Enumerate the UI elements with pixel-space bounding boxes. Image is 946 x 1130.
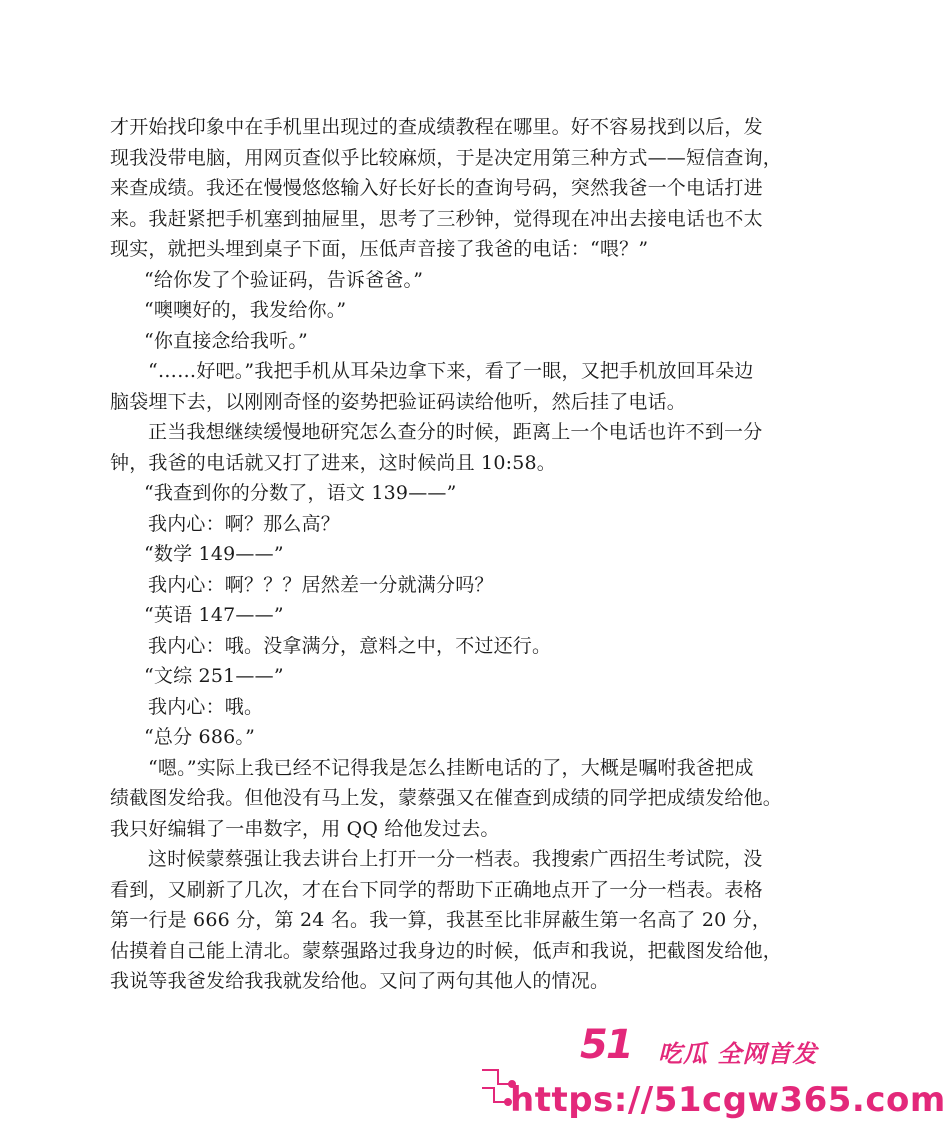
text-line: 绩截图发给我。但他没有马上发，蒙蔡强又在催查到成绩的同学把成绩发给他。 bbox=[110, 787, 783, 809]
text-line: 我只好编辑了一串数字，用 QQ 给他发过去。 bbox=[110, 817, 500, 840]
document-body bbox=[110, 112, 783, 997]
text-line: 看到，又刷新了几次，才在台下同学的帮助下正确地点开了一分一档表。表格 bbox=[110, 878, 763, 901]
text-line: “给你发了个验证码，告诉爸爸。” bbox=[144, 268, 424, 291]
text-line: 这时候蒙蔡强让我去讲台上打开一分一档表。我搜索广西招生考试院，没 bbox=[148, 848, 763, 870]
text-line: 我内心：啊？那么高？ bbox=[148, 512, 341, 535]
text-line: “我查到你的分数了，语文 139——” bbox=[144, 482, 457, 504]
text-line: 钟，我爸的电话就又打了进来，这时候尚且 10:58。 bbox=[110, 451, 556, 474]
text-line: 我内心：啊？？？居然差一分就满分吗？ bbox=[148, 573, 494, 596]
text-line: 现我没带电脑，用网页查似乎比较麻烦，于是决定用第三种方式——短信查询， bbox=[110, 146, 783, 169]
text-line: 脑袋埋下去，以刚刚奇怪的姿势把验证码读给他听，然后挂了电话。 bbox=[110, 390, 687, 413]
site-watermark bbox=[480, 1022, 946, 1130]
text-line: 我内心：哦。没拿满分，意料之中，不过还行。 bbox=[148, 634, 552, 657]
watermark-tagline: 吃瓜 全网首发 bbox=[658, 1040, 818, 1068]
watermark-logo: 51 bbox=[580, 1022, 632, 1068]
watermark-url[interactable]: https://51cgw365.com bbox=[510, 1080, 946, 1120]
text-line: 估摸着自己能上清北。蒙蔡强路过我身边的时候，低声和我说，把截图发给他， bbox=[110, 939, 783, 962]
text-line: 才开始找印象中在手机里出现过的查成绩教程在哪里。好不容易找到以后，发 bbox=[110, 116, 763, 138]
text-line: “英语 147——” bbox=[144, 604, 284, 626]
text-line: 现实，就把头埋到桌子下面，压低声音接了我爸的电话：“喂？” bbox=[110, 238, 649, 260]
text-line: “总分 686。” bbox=[144, 726, 256, 748]
text-line: “数学 149——” bbox=[144, 543, 284, 565]
text-line: “嗯。”实际上我已经不记得我是怎么挂断电话的了，大概是嘱咐我爸把成 bbox=[148, 756, 754, 779]
text-line: 第一行是 666 分，第 24 名。我一算，我甚至比非屏蔽生第一名高了 20 分， bbox=[110, 909, 772, 931]
text-line: 来查成绩。我还在慢慢悠悠输入好长好长的查询号码，突然我爸一个电话打进 bbox=[110, 177, 763, 199]
text-line: “噢噢好的，我发给你。” bbox=[144, 299, 347, 321]
text-line: “文综 251——” bbox=[144, 665, 284, 687]
text-line: “你直接念给我听。” bbox=[144, 329, 308, 352]
text-line: 我内心：哦。 bbox=[148, 695, 264, 718]
text-line: 来。我赶紧把手机塞到抽屉里，思考了三秒钟，觉得现在冲出去接电话也不太 bbox=[110, 207, 763, 230]
text-line: 我说等我爸发给我我就发给他。又问了两句其他人的情况。 bbox=[110, 970, 610, 992]
text-line: 正当我想继续缓慢地研究怎么查分的时候，距离上一个电话也许不到一分 bbox=[148, 421, 763, 443]
text-line: “……好吧。”我把手机从耳朵边拿下来，看了一眼，又把手机放回耳朵边 bbox=[148, 360, 754, 382]
